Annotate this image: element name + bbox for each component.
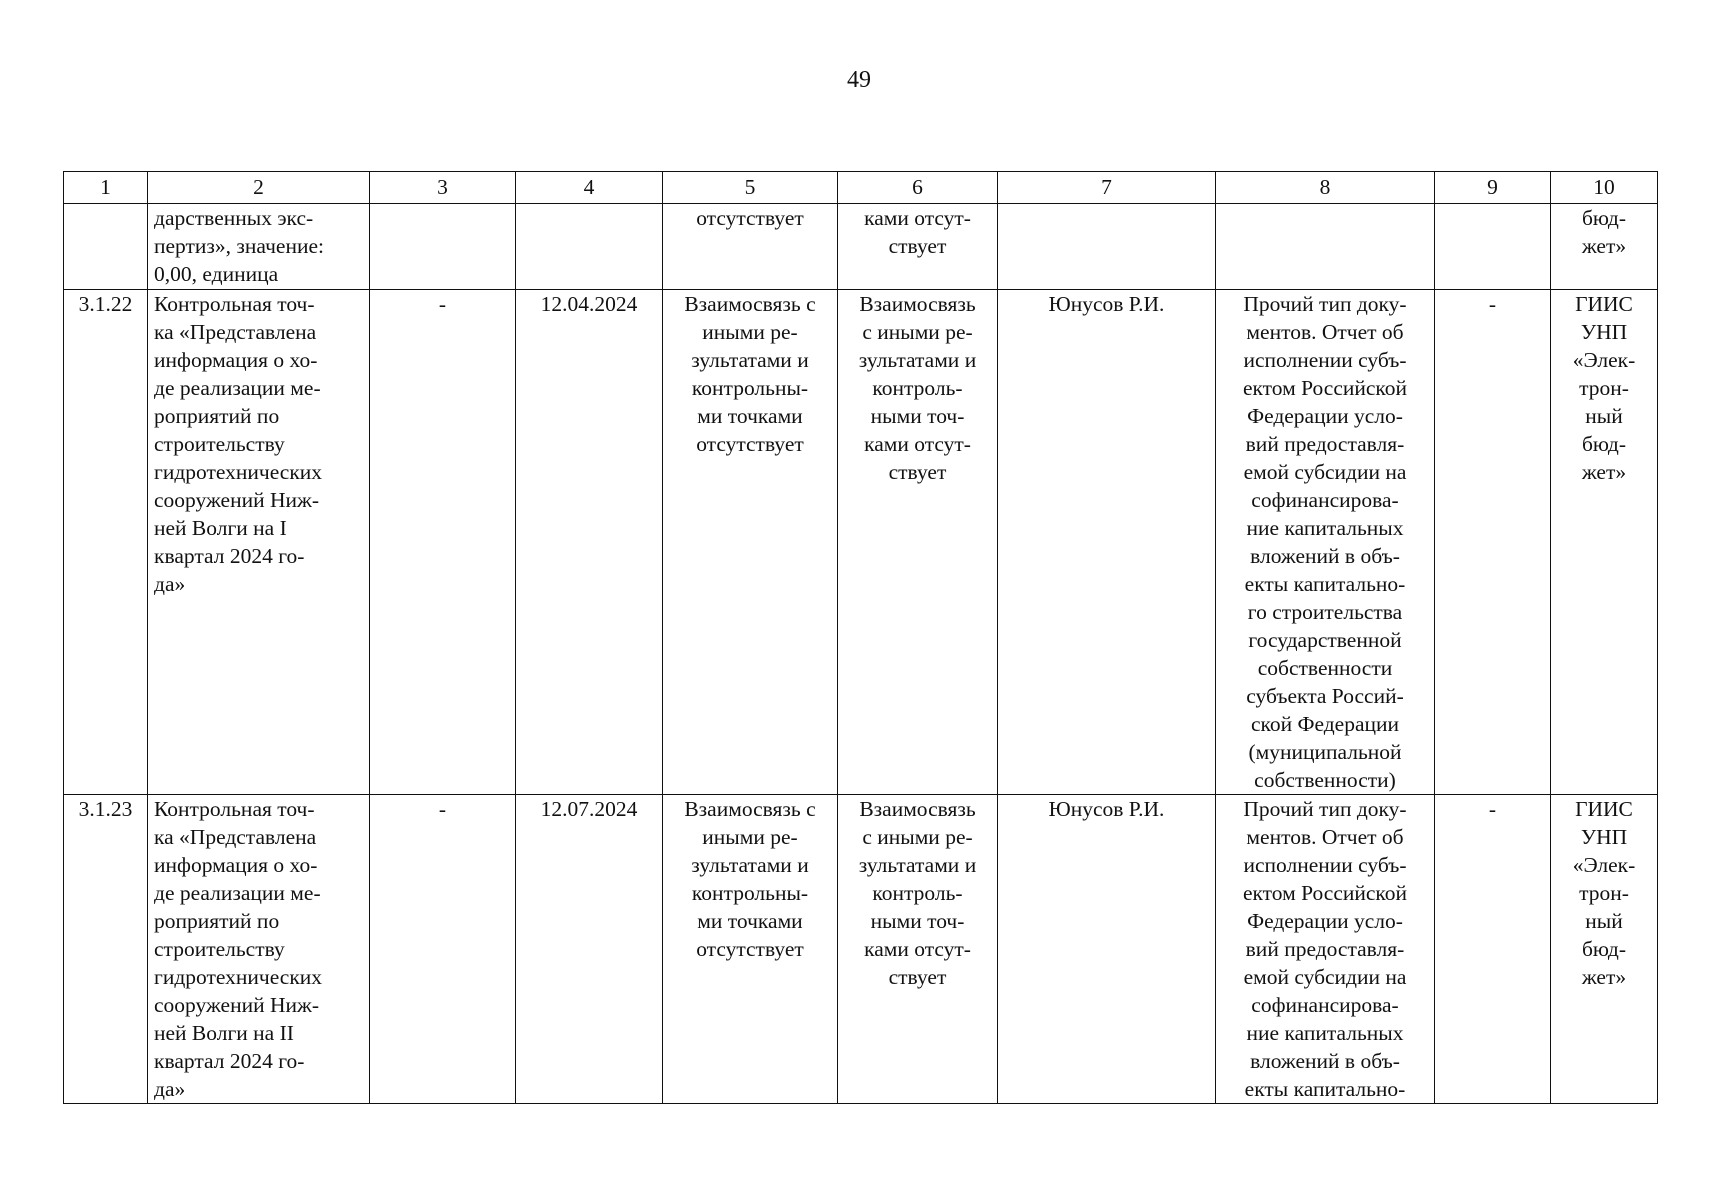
column-header: 2: [148, 172, 370, 204]
cell-number: [64, 204, 148, 290]
plan-table: [63, 171, 1658, 1104]
cell-system: ГИИС УНП «Элек- трон- ный бюд- жет»: [1551, 290, 1658, 795]
column-header: 6: [838, 172, 998, 204]
cell-col9: [1435, 204, 1551, 290]
cell-relation-2: ками отсут- ствует: [838, 204, 998, 290]
cell-date: 12.07.2024: [516, 795, 663, 1104]
cell-system: бюд- жет»: [1551, 204, 1658, 290]
table-row: [64, 290, 1658, 795]
column-header: 5: [663, 172, 838, 204]
cell-document-type: [1216, 204, 1435, 290]
cell-relation-2: Взаимосвязь с иными ре- зультатами и контроль- ными точ- ками отсут- ствует: [838, 290, 998, 795]
cell-document-type: Прочий тип доку- ментов. Отчет об исполнении субъ- ектом Российской Федерации усло- вий предоставля- емой субсидии на софинансирова- ние капитальных вложений в объ- екты капитально-: [1216, 795, 1435, 1104]
cell-responsible: [998, 204, 1216, 290]
table-header-row: [64, 172, 1658, 204]
cell-date: 12.04.2024: [516, 290, 663, 795]
column-header: 1: [64, 172, 148, 204]
cell-col3: -: [370, 290, 516, 795]
cell-date: [516, 204, 663, 290]
cell-responsible: Юнусов Р.И.: [998, 795, 1216, 1104]
cell-relation: отсутствует: [663, 204, 838, 290]
cell-relation: Взаимосвязь с иными ре- зультатами и контрольны- ми точками отсутствует: [663, 795, 838, 1104]
cell-number: 3.1.22: [64, 290, 148, 795]
table-row: [64, 795, 1658, 1104]
cell-system: ГИИС УНП «Элек- трон- ный бюд- жет»: [1551, 795, 1658, 1104]
cell-description: Контрольная точ- ка «Представлена информация о хо- де реализации ме- роприятий по строительству гидротехнических сооружений Ниж- ней Волги на II квартал 2024 го- да»: [148, 795, 370, 1104]
cell-responsible: Юнусов Р.И.: [998, 290, 1216, 795]
table-row-continuation: [64, 204, 1658, 290]
cell-description: дарственных экс- пертиз», значение: 0,00, единица: [148, 204, 370, 290]
column-header: 3: [370, 172, 516, 204]
cell-document-type: Прочий тип доку- ментов. Отчет об исполнении субъ- ектом Российской Федерации усло- вий предоставля- емой субсидии на софинансирова- ние капитальных вложений в объ- екты капитально- го строительства государственной собственности субъекта Россий- ской Федерации (муниципальной собственности): [1216, 290, 1435, 795]
cell-col9: -: [1435, 795, 1551, 1104]
column-header: 8: [1216, 172, 1435, 204]
cell-relation-2: Взаимосвязь с иными ре- зультатами и контроль- ными точ- ками отсут- ствует: [838, 795, 998, 1104]
cell-col3: [370, 204, 516, 290]
column-header: 9: [1435, 172, 1551, 204]
cell-col9: -: [1435, 290, 1551, 795]
column-header: 10: [1551, 172, 1658, 204]
column-header: 7: [998, 172, 1216, 204]
column-header: 4: [516, 172, 663, 204]
cell-number: 3.1.23: [64, 795, 148, 1104]
cell-col3: -: [370, 795, 516, 1104]
cell-description: Контрольная точ- ка «Представлена информация о хо- де реализации ме- роприятий по строительству гидротехнических сооружений Ниж- ней Волги на I квартал 2024 го- да»: [148, 290, 370, 795]
cell-relation: Взаимосвязь с иными ре- зультатами и контрольны- ми точками отсутствует: [663, 290, 838, 795]
page-number: 49: [847, 67, 871, 93]
